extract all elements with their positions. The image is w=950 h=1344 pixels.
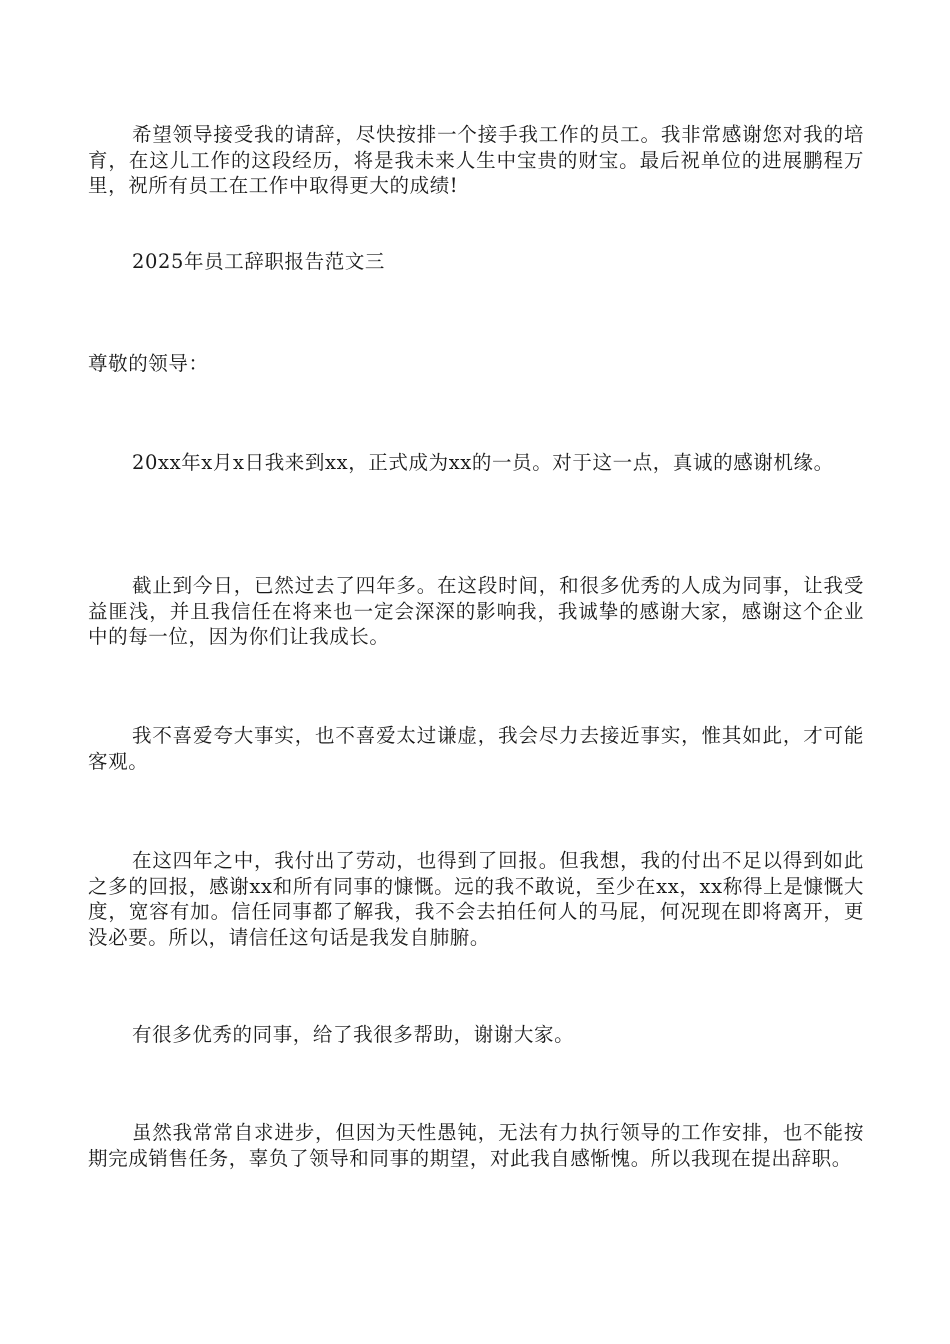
salutation: 尊敬的领导： xyxy=(88,352,209,375)
body-paragraph-2: 截止到今日，已然过去了四年多。在这段时间，和很多优秀的人成为同事，让我受益匪浅，并且我信任在将来也一定会深深的影响我，我诚挚的感谢大家，感谢这个企业中的每一位，因为你们让我成长。 xyxy=(88,574,864,648)
section-heading: 2025年员工辞职报告范文三 xyxy=(132,250,386,273)
body-paragraph-1: 20xx年x月x日我来到xx，正式成为xx的一员。对于这一点，真诚的感谢机缘。 xyxy=(132,451,834,474)
body-paragraph-6: 虽然我常常自求进步，但因为天性愚钝，无法有力执行领导的工作安排，也不能按期完成销售任务，辜负了领导和同事的期望，对此我自感惭愧。所以我现在提出辞职。 xyxy=(88,1121,864,1170)
closing-paragraph: 希望领导接受我的请辞，尽快按排一个接手我工作的员工。我非常感谢您对我的培育，在这儿工作的这段经历，将是我未来人生中宝贵的财宝。最后祝单位的进展鹏程万里，祝所有员工在工作中取得更大的成绩! xyxy=(88,123,864,197)
body-paragraph-3: 我不喜爱夸大事实，也不喜爱太过谦虚，我会尽力去接近事实，惟其如此，才可能客观。 xyxy=(88,724,864,773)
body-paragraph-4: 在这四年之中，我付出了劳动，也得到了回报。但我想，我的付出不足以得到如此之多的回报，感谢xx和所有同事的慷慨。远的我不敢说，至少在xx，xx称得上是慷慨大度，宽容有加。信任同事都了解我，我不会去拍任何人的马屁，何况现在即将离开，更没必要。所以，请信任这句话是我发自肺腑。 xyxy=(88,849,864,949)
body-paragraph-5: 有很多优秀的同事，给了我很多帮助，谢谢大家。 xyxy=(132,1023,575,1046)
